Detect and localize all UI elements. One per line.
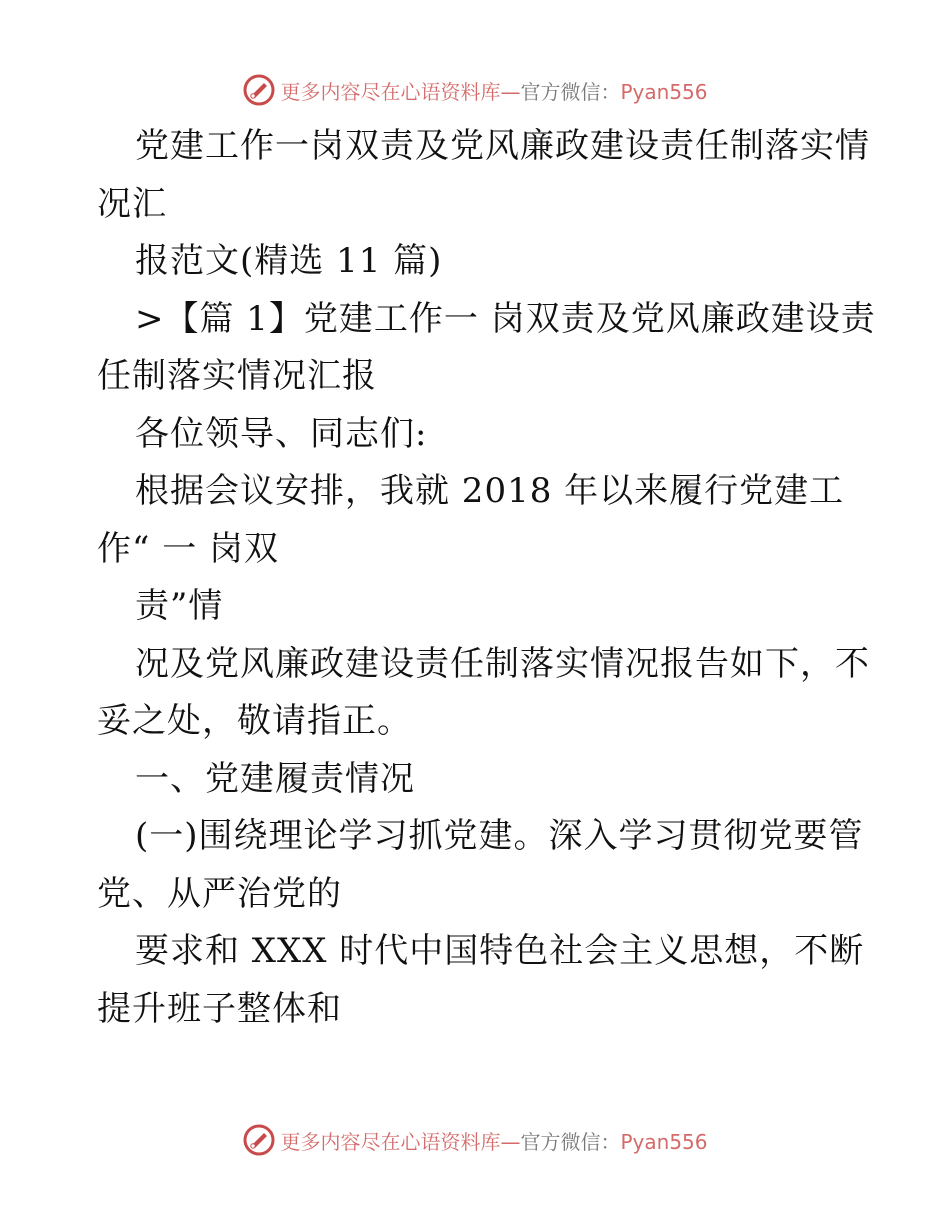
seal-logo-icon [242,1123,276,1157]
banner-wechat-label: 官方微信： [520,79,621,104]
doc-line: 各位领导、同志们: [135,413,428,454]
doc-line: 妥之处，敬请指正。 [97,701,412,741]
document-body [97,118,876,1038]
banner-wechat-label: 官方微信： [520,1129,621,1154]
doc-line: 根据会议安排，我就 2018 年以来履行党建工 [135,471,845,511]
banner-wechat-id: Pyan556 [620,79,708,104]
doc-line: (一)围绕理论学习抓党建。深入学习贯彻党要管 [135,816,864,856]
doc-line: 要求和 XXX 时代中国特色社会主义思想，不断 [135,931,865,971]
seal-logo-icon [242,73,276,107]
doc-line: 报范文(精选 11 篇) [135,241,443,281]
banner-text [280,1126,707,1155]
doc-line: 作“ 一 岗双 [97,528,279,569]
footer-banner [0,1120,950,1160]
banner-main-text: 更多内容尽在心语资料库 [280,79,501,104]
doc-line: 况及党风廉政建设责任制落实情况报告如下，不 [135,643,870,684]
doc-line: 任制落实情况汇报 [97,356,377,396]
banner-wechat-id: Pyan556 [620,1129,708,1154]
banner-dash: — [500,1129,521,1154]
doc-line: 况汇 [97,183,167,224]
header-banner [0,70,950,110]
banner-text [280,76,707,105]
doc-line: 责”情 [135,586,224,626]
doc-line: >【篇 1】党建工作一 岗双责及党风廉政建设责 [135,298,876,339]
doc-line: 党建工作一岗双责及党风廉政建设责任制落实情 [135,126,870,166]
doc-line: 提升班子整体和 [97,988,342,1029]
doc-line: 党、从严治党的 [97,873,342,914]
banner-dash: — [500,79,521,104]
banner-main-text: 更多内容尽在心语资料库 [280,1129,501,1154]
doc-line: 一、党建履责情况 [135,758,415,799]
